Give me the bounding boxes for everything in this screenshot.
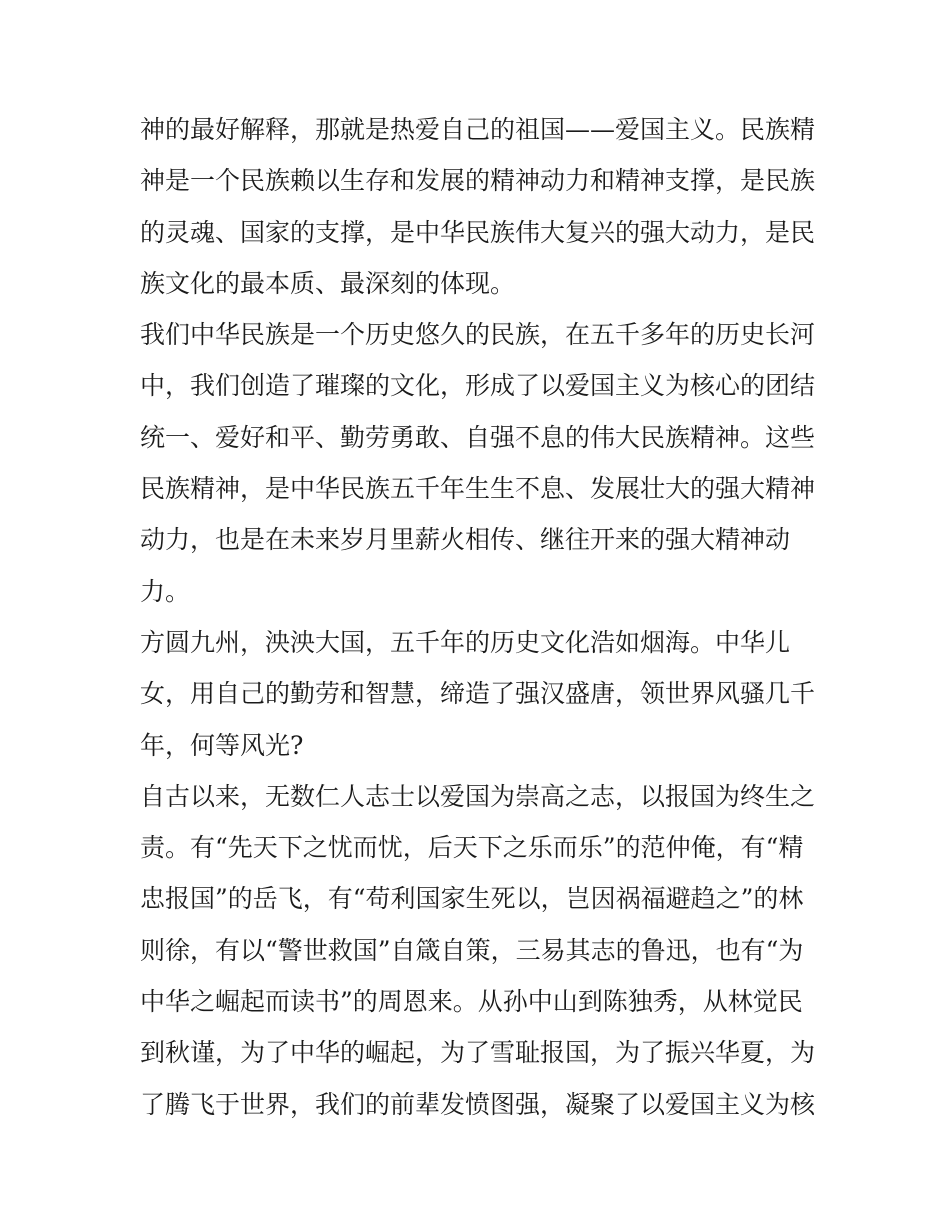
text-line: 统一、爱好和平、勤劳勇敢、自强不息的伟大民族精神。这些	[140, 422, 816, 452]
text-line: 忠报国”的岳飞，有“苟利国家生死以，岂因祸福避趋之”的林	[140, 884, 804, 914]
text-line: 责。有“先天下之忧而忧，后天下之乐而乐”的范仲俺，有“精	[140, 833, 804, 863]
paragraph-4	[140, 771, 815, 1130]
text-line: 女，用自己的勤劳和智慧，缔造了强汉盛唐，领世界风骚几千	[140, 679, 816, 709]
text-line: 方圆九州，泱泱大国，五千年的历史文化浩如烟海。中华儿	[140, 627, 791, 657]
text-line: 自古以来，无数仁人志士以爱国为崇高之志，以报国为终生之	[140, 781, 816, 811]
text-line: 中，我们创造了璀璨的文化，形成了以爱国主义为核心的团结	[140, 371, 816, 401]
text-line: 民族精神，是中华民族五千年生生不息、发展壮大的强大精神	[140, 474, 816, 504]
text-line: 动力，也是在未来岁月里薪火相传、继往开来的强大精神动	[140, 525, 791, 555]
text-line: 力。	[140, 576, 191, 606]
text-line: 到秋谨，为了中华的崛起，为了雪耻报国，为了振兴华夏，为	[140, 1038, 816, 1068]
text-line: 神的最好解释，那就是热爱自己的祖国——爱国主义。民族精	[140, 115, 816, 144]
text-line: 年，何等风光?	[140, 730, 304, 760]
text-line: 了腾飞于世界，我们的前辈发愤图强，凝聚了以爱国主义为核	[140, 1089, 816, 1119]
paragraph-3	[140, 617, 815, 771]
text-line: 我们中华民族是一个历史悠久的民族，在五千多年的历史长河	[140, 320, 816, 350]
text-line: 族文化的最本质、最深刻的体现。	[140, 268, 516, 298]
text-line: 中华之崛起而读书”的周恩来。从孙中山到陈独秀，从林觉民	[140, 987, 803, 1017]
text-line: 的灵魂、国家的支撑，是中华民族伟大复兴的强大动力，是民	[140, 217, 816, 247]
body-text	[140, 104, 815, 1130]
paragraph-2	[140, 309, 815, 617]
paragraph-1	[140, 104, 815, 309]
text-line: 神是一个民族赖以生存和发展的精神动力和精神支撑，是民族	[140, 166, 816, 196]
text-line: 则徐，有以“警世救国”自箴自策，三易其志的鲁迅，也有“为	[140, 935, 804, 965]
